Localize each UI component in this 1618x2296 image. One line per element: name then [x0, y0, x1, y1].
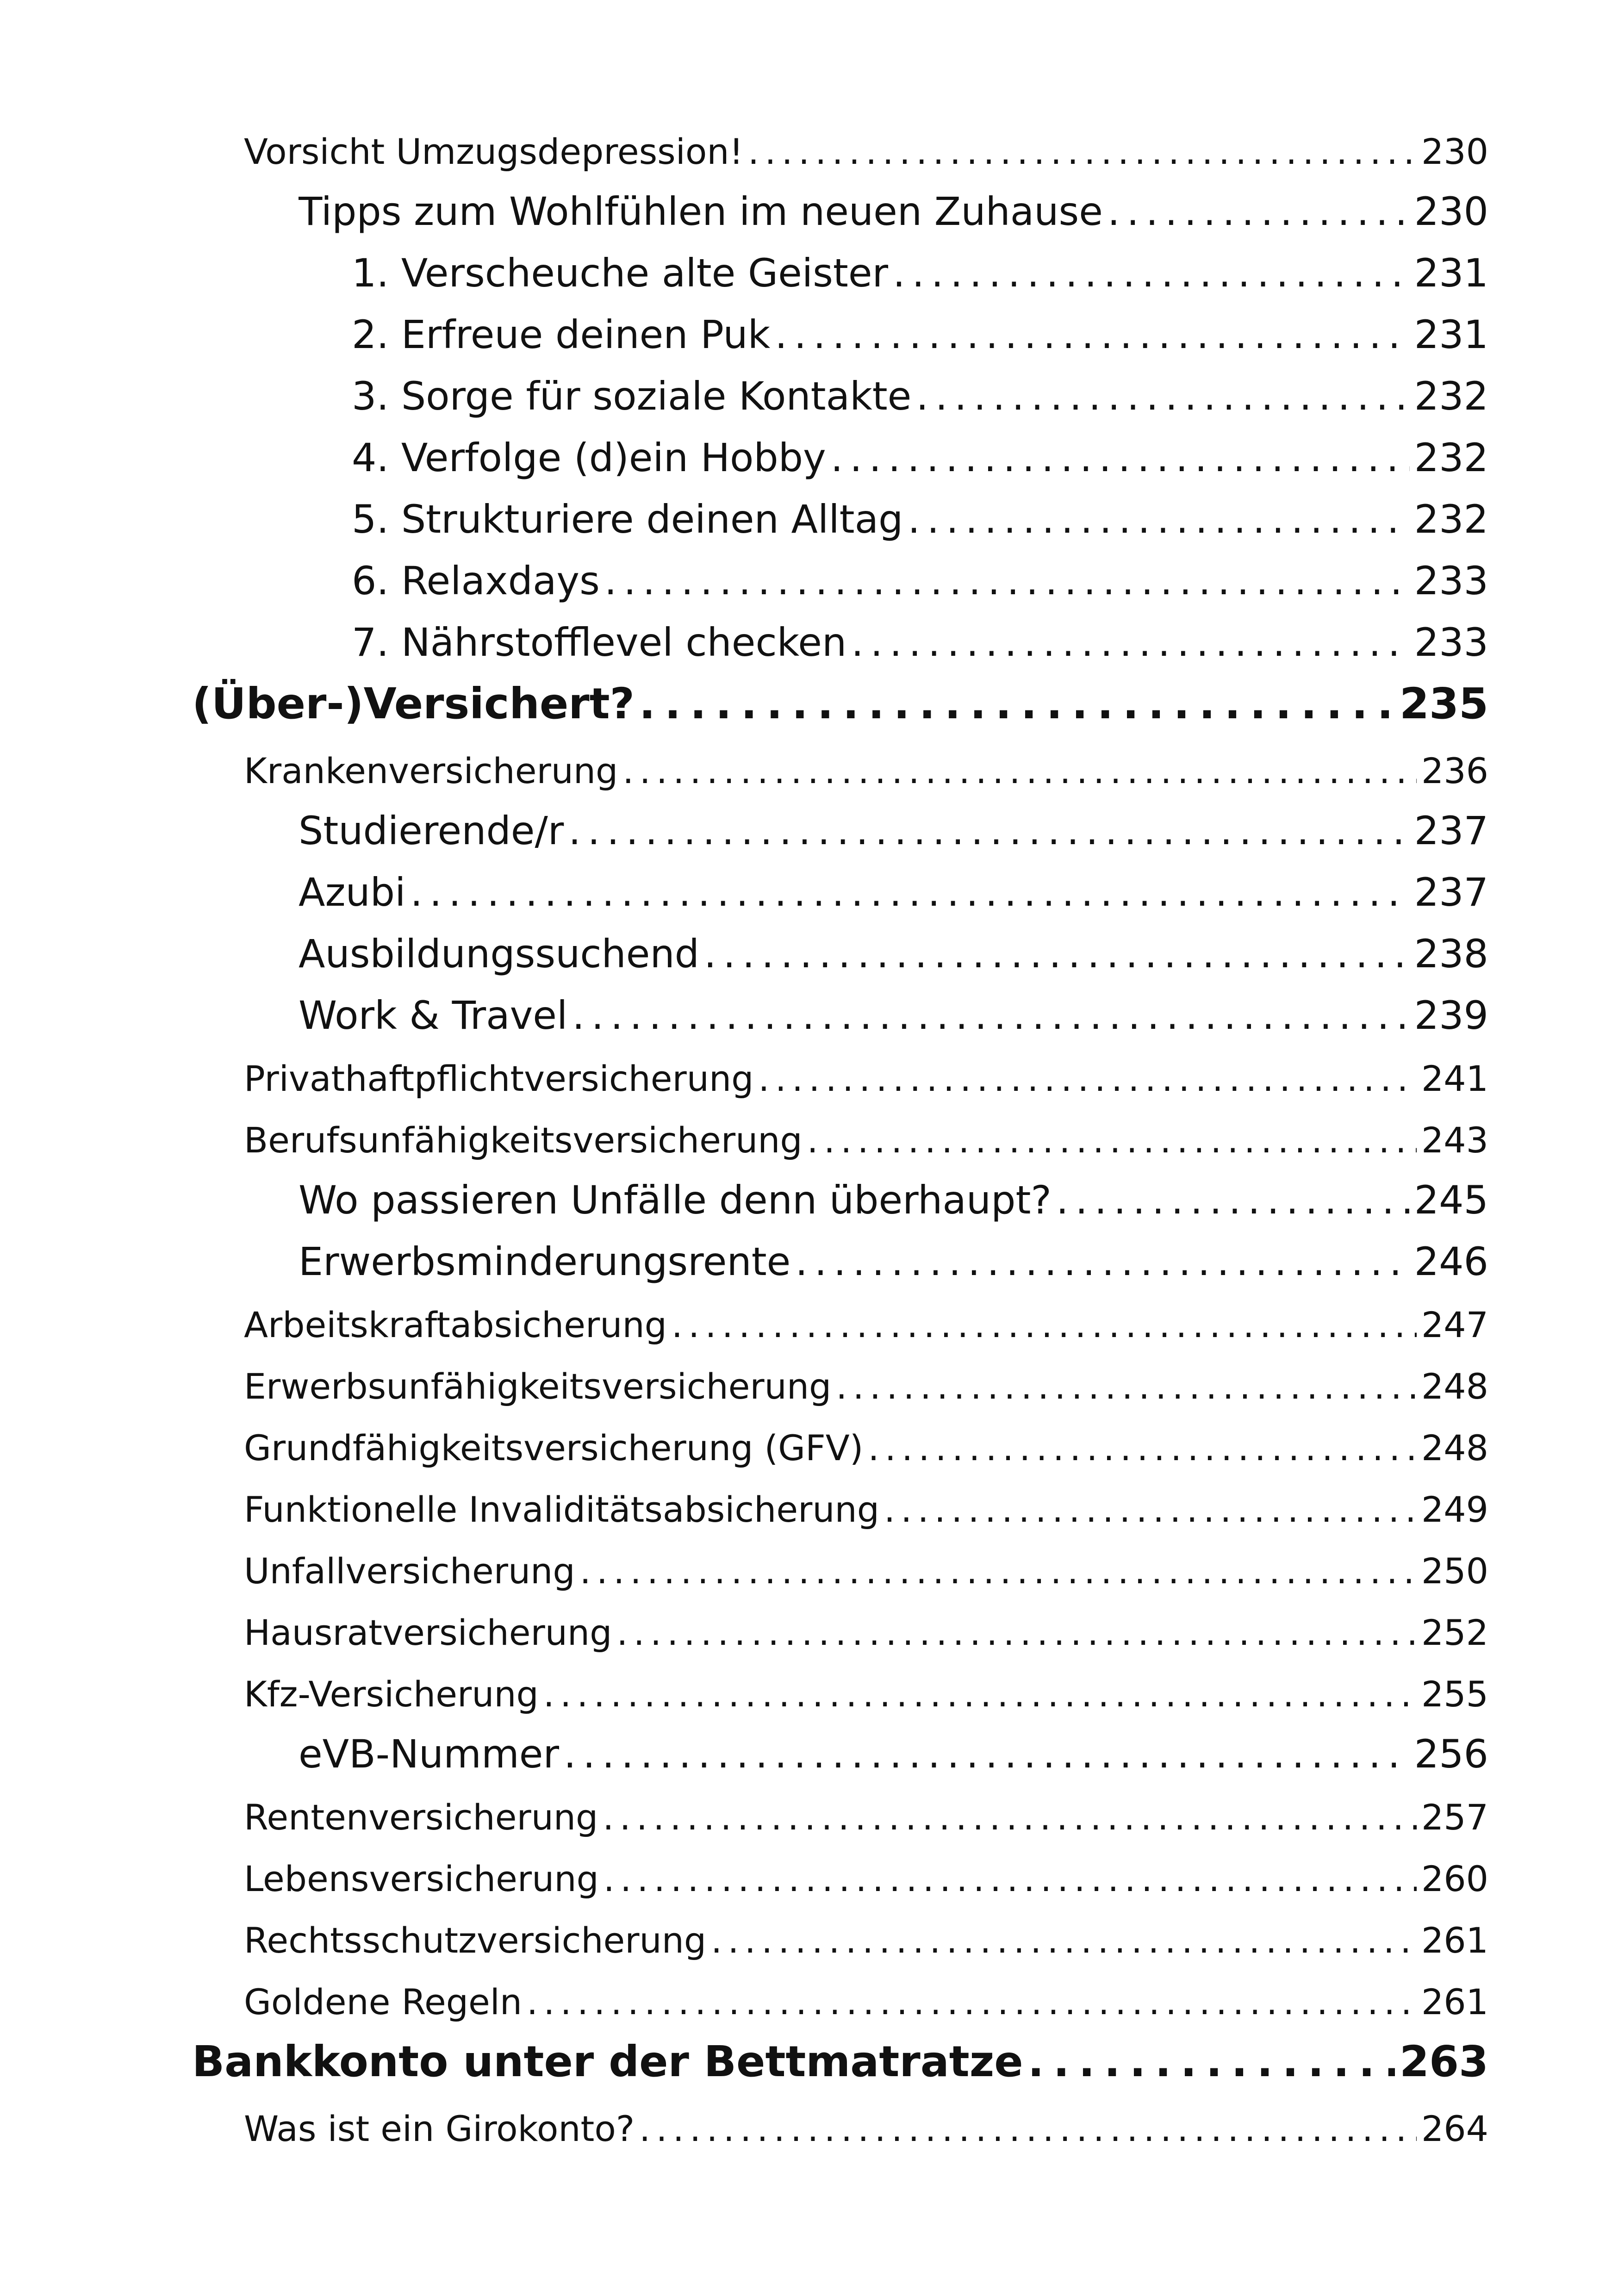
dot-leader [672, 1307, 1417, 1349]
dot-leader [603, 1800, 1417, 1842]
toc-entry [244, 1104, 1488, 1164]
toc-entry [299, 981, 1488, 1041]
toc-entry-title: Erwerbsminderungsrente [299, 1239, 791, 1284]
toc-entry-page: 264 [1421, 2108, 1488, 2149]
toc-entry-page: 239 [1414, 993, 1488, 1038]
dot-leader [580, 1554, 1417, 1595]
dot-leader [851, 623, 1409, 668]
toc-entry [244, 1535, 1488, 1595]
toc-entry [244, 1658, 1488, 1718]
dot-leader [639, 2111, 1417, 2153]
toc-entry [244, 1412, 1488, 1472]
toc-entry [244, 2093, 1488, 2153]
toc-entry-title: Studierende/r [299, 808, 564, 853]
dot-leader [527, 1985, 1417, 2026]
dot-leader [831, 438, 1410, 484]
dot-leader [908, 500, 1409, 545]
toc-entry [299, 1227, 1488, 1288]
dot-leader [916, 377, 1409, 422]
dot-leader [604, 1861, 1417, 1903]
toc-chapter [192, 2029, 1488, 2090]
dot-leader [836, 1369, 1417, 1411]
toc-entry-page: 237 [1414, 870, 1488, 915]
toc-entry-page: 255 [1421, 1674, 1488, 1715]
toc-entry-title: Goldene Regeln [244, 1981, 523, 2022]
dot-leader [775, 315, 1409, 361]
toc-entry-page: 256 [1414, 1731, 1488, 1777]
toc-entry-page: 232 [1414, 373, 1488, 419]
dot-leader [568, 811, 1409, 857]
dot-leader [622, 753, 1417, 795]
toc-entry [352, 608, 1488, 668]
toc-entry-page: 248 [1421, 1427, 1488, 1468]
toc-entry-page: 232 [1414, 497, 1488, 542]
toc-entry-title: Lebensversicherung [244, 1858, 599, 1899]
toc-entry-title: Unfallversicherung [244, 1550, 575, 1592]
toc-entry-title: Grundfähigkeitsversicherung (GFV) [244, 1427, 864, 1468]
toc-chapter-page: 263 [1399, 2037, 1488, 2086]
toc-entry [244, 735, 1488, 795]
toc-entry [299, 796, 1488, 857]
toc-entry-title: Work & Travel [299, 993, 568, 1038]
toc-entry-title: 1. Verscheuche alte Geister [352, 250, 889, 296]
dot-leader [1028, 2041, 1395, 2090]
toc-entry-title: 6. Relaxdays [352, 558, 600, 604]
toc-chapter-title: (Über-)Versichert? [192, 679, 635, 728]
toc-entry [244, 116, 1488, 176]
toc-entry-title: Krankenversicherung [244, 750, 618, 791]
toc-chapter-page: 235 [1399, 679, 1488, 728]
toc-entry-page: 237 [1414, 808, 1488, 853]
toc-chapter-title: Bankkonto unter der Bettmatratze [192, 2037, 1023, 2086]
toc-entry [352, 485, 1488, 545]
toc-entry-title: 3. Sorge für soziale Kontakte [352, 373, 912, 419]
toc-entry-title: 5. Strukturiere deinen Alltag [352, 497, 903, 542]
toc-entry-page: 231 [1414, 250, 1488, 296]
dot-leader [748, 134, 1417, 176]
dot-leader [758, 1061, 1417, 1103]
toc-entry [244, 1843, 1488, 1903]
dot-leader [1108, 192, 1410, 237]
toc-entry-title: Vorsicht Umzugsdepression! [244, 131, 744, 172]
dot-leader [893, 254, 1410, 299]
toc-entry-title: Wo passieren Unfälle denn überhaupt? [299, 1177, 1052, 1223]
toc-entry-page: 230 [1414, 189, 1488, 234]
toc-entry [299, 858, 1488, 918]
toc-entry-title: Berufsunfähigkeitsversicherung [244, 1120, 803, 1161]
toc-entry-page: 246 [1414, 1239, 1488, 1284]
toc-entry-page: 231 [1414, 312, 1488, 357]
toc-entry-title: Was ist ein Girokonto? [244, 2108, 635, 2149]
toc-entry-page: 233 [1414, 620, 1488, 665]
toc-entry-title: 2. Erfreue deinen Puk [352, 312, 771, 357]
toc-entry-page: 241 [1421, 1058, 1488, 1099]
toc-entry [244, 1966, 1488, 2026]
toc-entry-title: Azubi [299, 870, 406, 915]
toc-entry [244, 1474, 1488, 1534]
dot-leader [616, 1615, 1417, 1657]
toc-entry [352, 239, 1488, 299]
toc-entry [244, 1597, 1488, 1657]
toc-entry-page: 243 [1421, 1120, 1488, 1161]
dot-leader [807, 1123, 1417, 1164]
toc-entry [299, 920, 1488, 980]
toc-entry-title: Rechtsschutzversicherung [244, 1920, 707, 1961]
toc-entry-title: 4. Verfolge (d)ein Hobby [352, 435, 826, 480]
toc-entry-page: 245 [1414, 1177, 1488, 1223]
toc-entry-title: eVB-Nummer [299, 1731, 560, 1777]
dot-leader [604, 561, 1410, 607]
toc-entry [352, 547, 1488, 607]
toc-entry-title: Kfz-Versicherung [244, 1674, 539, 1715]
toc-entry-title: Privathaftpflichtversicherung [244, 1058, 754, 1099]
toc-entry [352, 362, 1488, 422]
toc-entry-title: Rentenversicherung [244, 1797, 598, 1838]
dot-leader [711, 1923, 1417, 1965]
toc-entry-title: Arbeitskraftabsicherung [244, 1304, 667, 1345]
toc-entry-page: 248 [1421, 1366, 1488, 1407]
toc-entry-title: Erwerbsunfähigkeitsversicherung [244, 1366, 832, 1407]
toc-entry-title: 7. Nährstofflevel checken [352, 620, 847, 665]
toc-entry-page: 250 [1421, 1550, 1488, 1592]
toc-entry [244, 1289, 1488, 1349]
toc-entry-page: 260 [1421, 1858, 1488, 1899]
dot-leader [543, 1677, 1417, 1718]
toc-entry [299, 1166, 1488, 1226]
toc-entry-page: 257 [1421, 1797, 1488, 1838]
toc-entry [352, 423, 1488, 484]
dot-leader [1056, 1181, 1410, 1226]
toc-entry-page: 238 [1414, 931, 1488, 977]
toc-entry [244, 1781, 1488, 1842]
toc-entry-title: Funktionelle Invaliditätsabsicherung [244, 1489, 879, 1530]
toc-entry [244, 1043, 1488, 1103]
dot-leader [564, 1735, 1410, 1780]
dot-leader [884, 1492, 1417, 1534]
toc-entry [299, 177, 1488, 237]
toc-entry-title: Tipps zum Wohlfühlen im neuen Zuhause [299, 189, 1103, 234]
toc-entry-page: 236 [1421, 750, 1488, 791]
toc-entry-page: 261 [1421, 1920, 1488, 1961]
toc-entry-page: 233 [1414, 558, 1488, 604]
dot-leader [572, 996, 1409, 1041]
toc-entry [244, 1904, 1488, 1965]
toc-entry-title: Hausratversicherung [244, 1612, 612, 1653]
dot-leader [704, 934, 1410, 980]
toc-entry-page: 252 [1421, 1612, 1488, 1653]
toc-entry-page: 230 [1421, 131, 1488, 172]
toc-entry [244, 1350, 1488, 1411]
toc-entry-page: 249 [1421, 1489, 1488, 1530]
dot-leader [795, 1242, 1409, 1288]
toc-chapter [192, 672, 1488, 732]
dot-leader [868, 1431, 1417, 1472]
toc-entry-page: 232 [1414, 435, 1488, 480]
dot-leader [639, 683, 1395, 732]
toc-entry-page: 247 [1421, 1304, 1488, 1345]
dot-leader [410, 873, 1409, 918]
toc-entry-page: 261 [1421, 1981, 1488, 2022]
toc-entry [352, 300, 1488, 361]
toc-entry [299, 1720, 1488, 1780]
toc-entry-title: Ausbildungssuchend [299, 931, 700, 977]
